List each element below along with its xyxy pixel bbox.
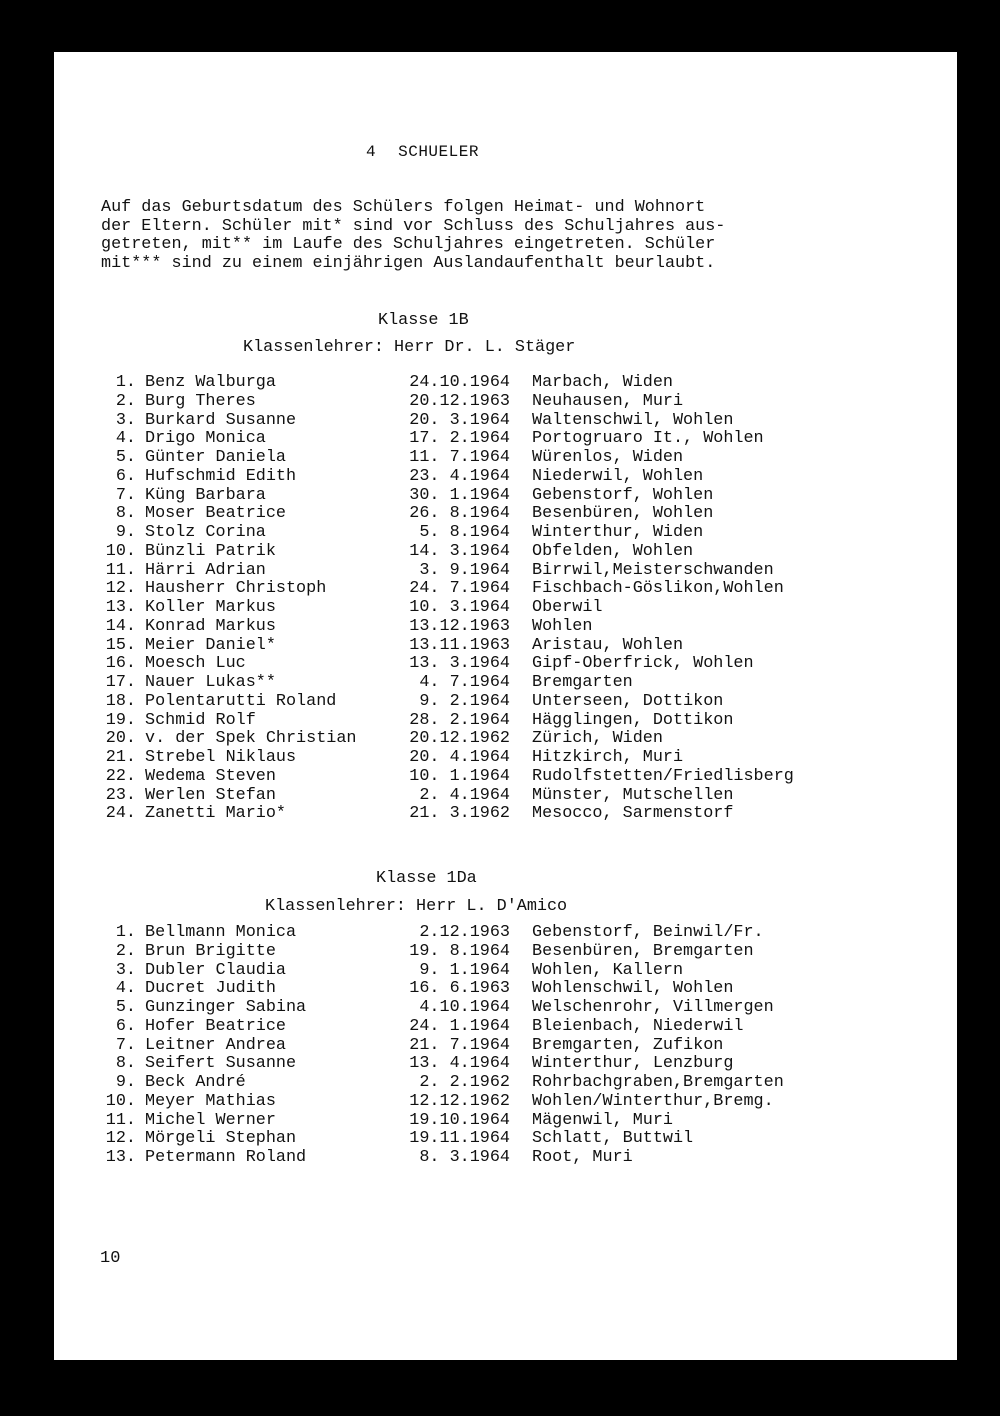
student-number: 2. xyxy=(115,391,136,411)
student-number: 10. xyxy=(105,541,136,561)
student-row xyxy=(0,524,1000,543)
student-name: Konrad Markus xyxy=(145,616,276,636)
student-place: Gebenstorf, Wohlen xyxy=(532,485,714,505)
student-place: Winterthur, Lenzburg xyxy=(532,1054,734,1074)
student-place: Portogruaro It., Wohlen xyxy=(532,429,764,449)
student-number: 12. xyxy=(105,579,136,599)
student-birthdate: 5. 8.1964 xyxy=(419,523,510,542)
student-number: 24. xyxy=(105,804,136,824)
student-birthdate: 24.10.1964 xyxy=(409,373,510,392)
student-name: Beck André xyxy=(145,1073,246,1092)
student-place: Root, Muri xyxy=(532,1148,633,1167)
student-name: Seifert Susanne xyxy=(145,1054,297,1074)
student-number: 4. xyxy=(115,979,136,999)
student-list xyxy=(0,924,1000,1168)
student-place: Fischbach-Göslikon,Wohlen xyxy=(532,579,784,599)
student-name: Petermann Roland xyxy=(145,1148,307,1167)
student-name: Bellmann Monica xyxy=(145,923,297,942)
student-number: 3. xyxy=(115,410,136,430)
student-name: Wedema Steven xyxy=(145,766,276,786)
student-name: Nauer Lukas** xyxy=(145,673,276,692)
intro-line: Auf das Geburtsdatum des Schülers folgen Heimat- und Wohnort xyxy=(101,198,706,217)
student-birthdate: 4. 7.1964 xyxy=(419,673,510,692)
student-number: 17. xyxy=(105,673,136,692)
student-birthdate: 20. 4.1964 xyxy=(409,748,510,767)
student-birthdate: 20.12.1963 xyxy=(409,391,510,411)
student-place: Hägglingen, Dottikon xyxy=(532,710,734,730)
student-name: Mörgeli Stephan xyxy=(145,1129,297,1149)
student-row xyxy=(0,449,1000,468)
student-number: 8. xyxy=(115,1054,136,1074)
student-row xyxy=(0,999,1000,1018)
student-row xyxy=(0,1093,1000,1112)
student-birthdate: 16. 6.1963 xyxy=(409,979,510,999)
student-birthdate: 10. 3.1964 xyxy=(409,598,510,617)
student-place: Niederwil, Wohlen xyxy=(532,466,704,486)
student-number: 19. xyxy=(105,710,136,730)
intro-line: getreten, mit** im Laufe des Schuljahres eingetreten. Schüler xyxy=(101,235,716,255)
student-list xyxy=(0,374,1000,824)
class-teacher: Klassenlehrer: Herr Dr. L. Stäger xyxy=(243,338,576,357)
student-number: 15. xyxy=(105,635,136,655)
student-birthdate: 24. 7.1964 xyxy=(409,579,510,599)
student-name: Hausherr Christoph xyxy=(145,579,327,599)
student-name: Michel Werner xyxy=(145,1110,276,1130)
student-name: Meyer Mathias xyxy=(145,1091,276,1111)
student-place: Besenbüren, Bremgarten xyxy=(532,941,754,961)
student-birthdate: 9. 2.1964 xyxy=(419,691,510,711)
student-place: Aristau, Wohlen xyxy=(532,635,684,655)
student-birthdate: 2. 4.1964 xyxy=(419,785,510,805)
student-place: Wohlenschwil, Wohlen xyxy=(532,979,734,999)
student-row xyxy=(0,543,1000,562)
student-row xyxy=(0,1130,1000,1149)
student-number: 7. xyxy=(115,485,136,505)
class-teacher: Klassenlehrer: Herr L. D'Amico xyxy=(265,897,568,916)
student-birthdate: 20.12.1962 xyxy=(409,729,510,749)
student-name: Koller Markus xyxy=(145,598,276,617)
student-place: Neuhausen, Muri xyxy=(532,391,684,411)
student-row xyxy=(0,924,1000,943)
student-birthdate: 17. 2.1964 xyxy=(409,429,510,449)
student-row xyxy=(0,393,1000,412)
student-name: Dubler Claudia xyxy=(145,960,286,980)
student-name: Hufschmid Edith xyxy=(145,466,297,486)
student-number: 2. xyxy=(115,941,136,961)
section-number: 4 xyxy=(366,143,377,161)
student-number: 7. xyxy=(115,1035,136,1055)
student-birthdate: 19.11.1964 xyxy=(409,1129,510,1149)
student-row xyxy=(0,412,1000,431)
student-place: Rudolfstetten/Friedlisberg xyxy=(532,766,794,786)
student-place: Schlatt, Buttwil xyxy=(532,1129,694,1149)
student-place: Bleienbach, Niederwil xyxy=(532,1016,744,1036)
student-place: Birrwil,Meisterschwanden xyxy=(532,560,774,580)
student-birthdate: 13.11.1963 xyxy=(409,635,510,655)
student-place: Wohlen, Kallern xyxy=(532,960,684,980)
student-birthdate: 30. 1.1964 xyxy=(409,485,510,505)
student-name: Leitner Andrea xyxy=(145,1035,286,1055)
student-name: Küng Barbara xyxy=(145,485,266,505)
student-name: Drigo Monica xyxy=(145,429,266,449)
student-place: Winterthur, Widen xyxy=(532,523,704,542)
student-place: Bremgarten, Zufikon xyxy=(532,1035,724,1055)
student-name: Gunzinger Sabina xyxy=(145,998,307,1017)
student-row xyxy=(0,943,1000,962)
student-birthdate: 2. 2.1962 xyxy=(419,1073,510,1092)
student-number: 13. xyxy=(105,598,136,617)
student-place: Gebenstorf, Beinwil/Fr. xyxy=(532,923,764,942)
student-place: Waltenschwil, Wohlen xyxy=(532,410,734,430)
class-title: Klasse 1B xyxy=(378,311,469,330)
student-row xyxy=(0,712,1000,731)
student-row xyxy=(0,962,1000,981)
intro-paragraph xyxy=(101,199,725,273)
student-number: 5. xyxy=(115,448,136,467)
student-name: Strebel Niklaus xyxy=(145,748,297,767)
student-number: 9. xyxy=(115,523,136,542)
student-number: 14. xyxy=(105,616,136,636)
student-name: Polentarutti Roland xyxy=(145,691,337,711)
student-name: Moser Beatrice xyxy=(145,504,286,524)
student-place: Münster, Mutschellen xyxy=(532,785,734,805)
student-birthdate: 2.12.1963 xyxy=(419,923,510,942)
page-number: 10 xyxy=(100,1249,121,1268)
student-place: Wohlen/Winterthur,Bremg. xyxy=(532,1091,774,1111)
student-row xyxy=(0,562,1000,581)
student-number: 13. xyxy=(105,1148,136,1167)
student-birthdate: 12.12.1962 xyxy=(409,1091,510,1111)
student-row xyxy=(0,1018,1000,1037)
student-number: 6. xyxy=(115,1016,136,1036)
student-row xyxy=(0,1149,1000,1168)
student-row xyxy=(0,468,1000,487)
student-birthdate: 10. 1.1964 xyxy=(409,766,510,786)
class-title: Klasse 1Da xyxy=(376,869,477,888)
student-name: v. der Spek Christian xyxy=(145,729,357,749)
student-number: 10. xyxy=(105,1091,136,1111)
student-birthdate: 19. 8.1964 xyxy=(409,941,510,961)
student-name: Benz Walburga xyxy=(145,373,276,392)
student-number: 18. xyxy=(105,691,136,711)
student-row xyxy=(0,787,1000,806)
student-row xyxy=(0,430,1000,449)
student-name: Härri Adrian xyxy=(145,560,266,580)
student-row xyxy=(0,693,1000,712)
student-row xyxy=(0,980,1000,999)
student-birthdate: 11. 7.1964 xyxy=(409,448,510,467)
student-number: 9. xyxy=(115,1073,136,1092)
student-row xyxy=(0,487,1000,506)
student-place: Mesocco, Sarmenstorf xyxy=(532,804,734,824)
student-name: Hofer Beatrice xyxy=(145,1016,286,1036)
student-name: Brun Brigitte xyxy=(145,941,276,961)
student-birthdate: 14. 3.1964 xyxy=(409,541,510,561)
student-birthdate: 28. 2.1964 xyxy=(409,710,510,730)
student-place: Unterseen, Dottikon xyxy=(532,691,724,711)
student-place: Bremgarten xyxy=(532,673,633,692)
student-birthdate: 13. 3.1964 xyxy=(409,654,510,674)
student-number: 23. xyxy=(105,785,136,805)
student-place: Obfelden, Wohlen xyxy=(532,541,694,561)
student-place: Hitzkirch, Muri xyxy=(532,748,684,767)
student-birthdate: 3. 9.1964 xyxy=(419,560,510,580)
student-row xyxy=(0,1112,1000,1131)
student-number: 11. xyxy=(105,1110,136,1130)
student-number: 1. xyxy=(115,923,136,942)
student-number: 3. xyxy=(115,960,136,980)
student-name: Werlen Stefan xyxy=(145,785,276,805)
student-place: Rohrbachgraben,Bremgarten xyxy=(532,1073,784,1092)
student-birthdate: 19.10.1964 xyxy=(409,1110,510,1130)
student-row xyxy=(0,730,1000,749)
student-row xyxy=(0,599,1000,618)
student-place: Oberwil xyxy=(532,598,603,617)
student-birthdate: 13.12.1963 xyxy=(409,616,510,636)
student-place: Würenlos, Widen xyxy=(532,448,684,467)
student-row xyxy=(0,374,1000,393)
student-place: Besenbüren, Wohlen xyxy=(532,504,714,524)
student-birthdate: 13. 4.1964 xyxy=(409,1054,510,1074)
section-heading xyxy=(366,143,479,161)
student-birthdate: 23. 4.1964 xyxy=(409,466,510,486)
student-place: Zürich, Widen xyxy=(532,729,663,749)
student-row xyxy=(0,1037,1000,1056)
student-number: 21. xyxy=(105,748,136,767)
student-place: Welschenrohr, Villmergen xyxy=(532,998,774,1017)
student-row xyxy=(0,1055,1000,1074)
student-birthdate: 8. 3.1964 xyxy=(419,1148,510,1167)
student-place: Marbach, Widen xyxy=(532,373,673,392)
student-row xyxy=(0,768,1000,787)
student-number: 16. xyxy=(105,654,136,674)
student-row xyxy=(0,749,1000,768)
student-birthdate: 26. 8.1964 xyxy=(409,504,510,524)
student-row xyxy=(0,618,1000,637)
student-number: 11. xyxy=(105,560,136,580)
student-number: 8. xyxy=(115,504,136,524)
student-name: Meier Daniel* xyxy=(145,635,276,655)
student-name: Bünzli Patrik xyxy=(145,541,276,561)
student-row xyxy=(0,674,1000,693)
student-place: Wohlen xyxy=(532,616,593,636)
student-row xyxy=(0,655,1000,674)
student-name: Moesch Luc xyxy=(145,654,246,674)
student-birthdate: 21. 7.1964 xyxy=(409,1035,510,1055)
student-number: 20. xyxy=(105,729,136,749)
student-number: 4. xyxy=(115,429,136,449)
student-name: Burkard Susanne xyxy=(145,410,297,430)
student-place: Mägenwil, Muri xyxy=(532,1110,673,1130)
student-row xyxy=(0,580,1000,599)
section-title: SCHUELER xyxy=(398,143,479,161)
student-birthdate: 21. 3.1962 xyxy=(409,804,510,824)
student-name: Günter Daniela xyxy=(145,448,286,467)
student-row xyxy=(0,637,1000,656)
student-row xyxy=(0,805,1000,824)
student-birthdate: 20. 3.1964 xyxy=(409,410,510,430)
student-name: Stolz Corina xyxy=(145,523,266,542)
student-birthdate: 9. 1.1964 xyxy=(419,960,510,980)
intro-line: mit*** sind zu einem einjährigen Auslandaufenthalt beurlaubt. xyxy=(101,253,716,273)
student-name: Burg Theres xyxy=(145,391,256,411)
student-row xyxy=(0,1074,1000,1093)
student-place: Gipf-Oberfrick, Wohlen xyxy=(532,654,754,674)
student-number: 5. xyxy=(115,998,136,1017)
student-number: 12. xyxy=(105,1129,136,1149)
student-name: Ducret Judith xyxy=(145,979,276,999)
student-number: 6. xyxy=(115,466,136,486)
student-name: Zanetti Mario* xyxy=(145,804,286,824)
student-birthdate: 4.10.1964 xyxy=(419,998,510,1017)
student-birthdate: 24. 1.1964 xyxy=(409,1016,510,1036)
student-number: 1. xyxy=(115,373,136,392)
student-name: Schmid Rolf xyxy=(145,710,256,730)
student-row xyxy=(0,505,1000,524)
student-number: 22. xyxy=(105,766,136,786)
intro-line: der Eltern. Schüler mit* sind vor Schluss des Schuljahres aus- xyxy=(101,216,726,236)
